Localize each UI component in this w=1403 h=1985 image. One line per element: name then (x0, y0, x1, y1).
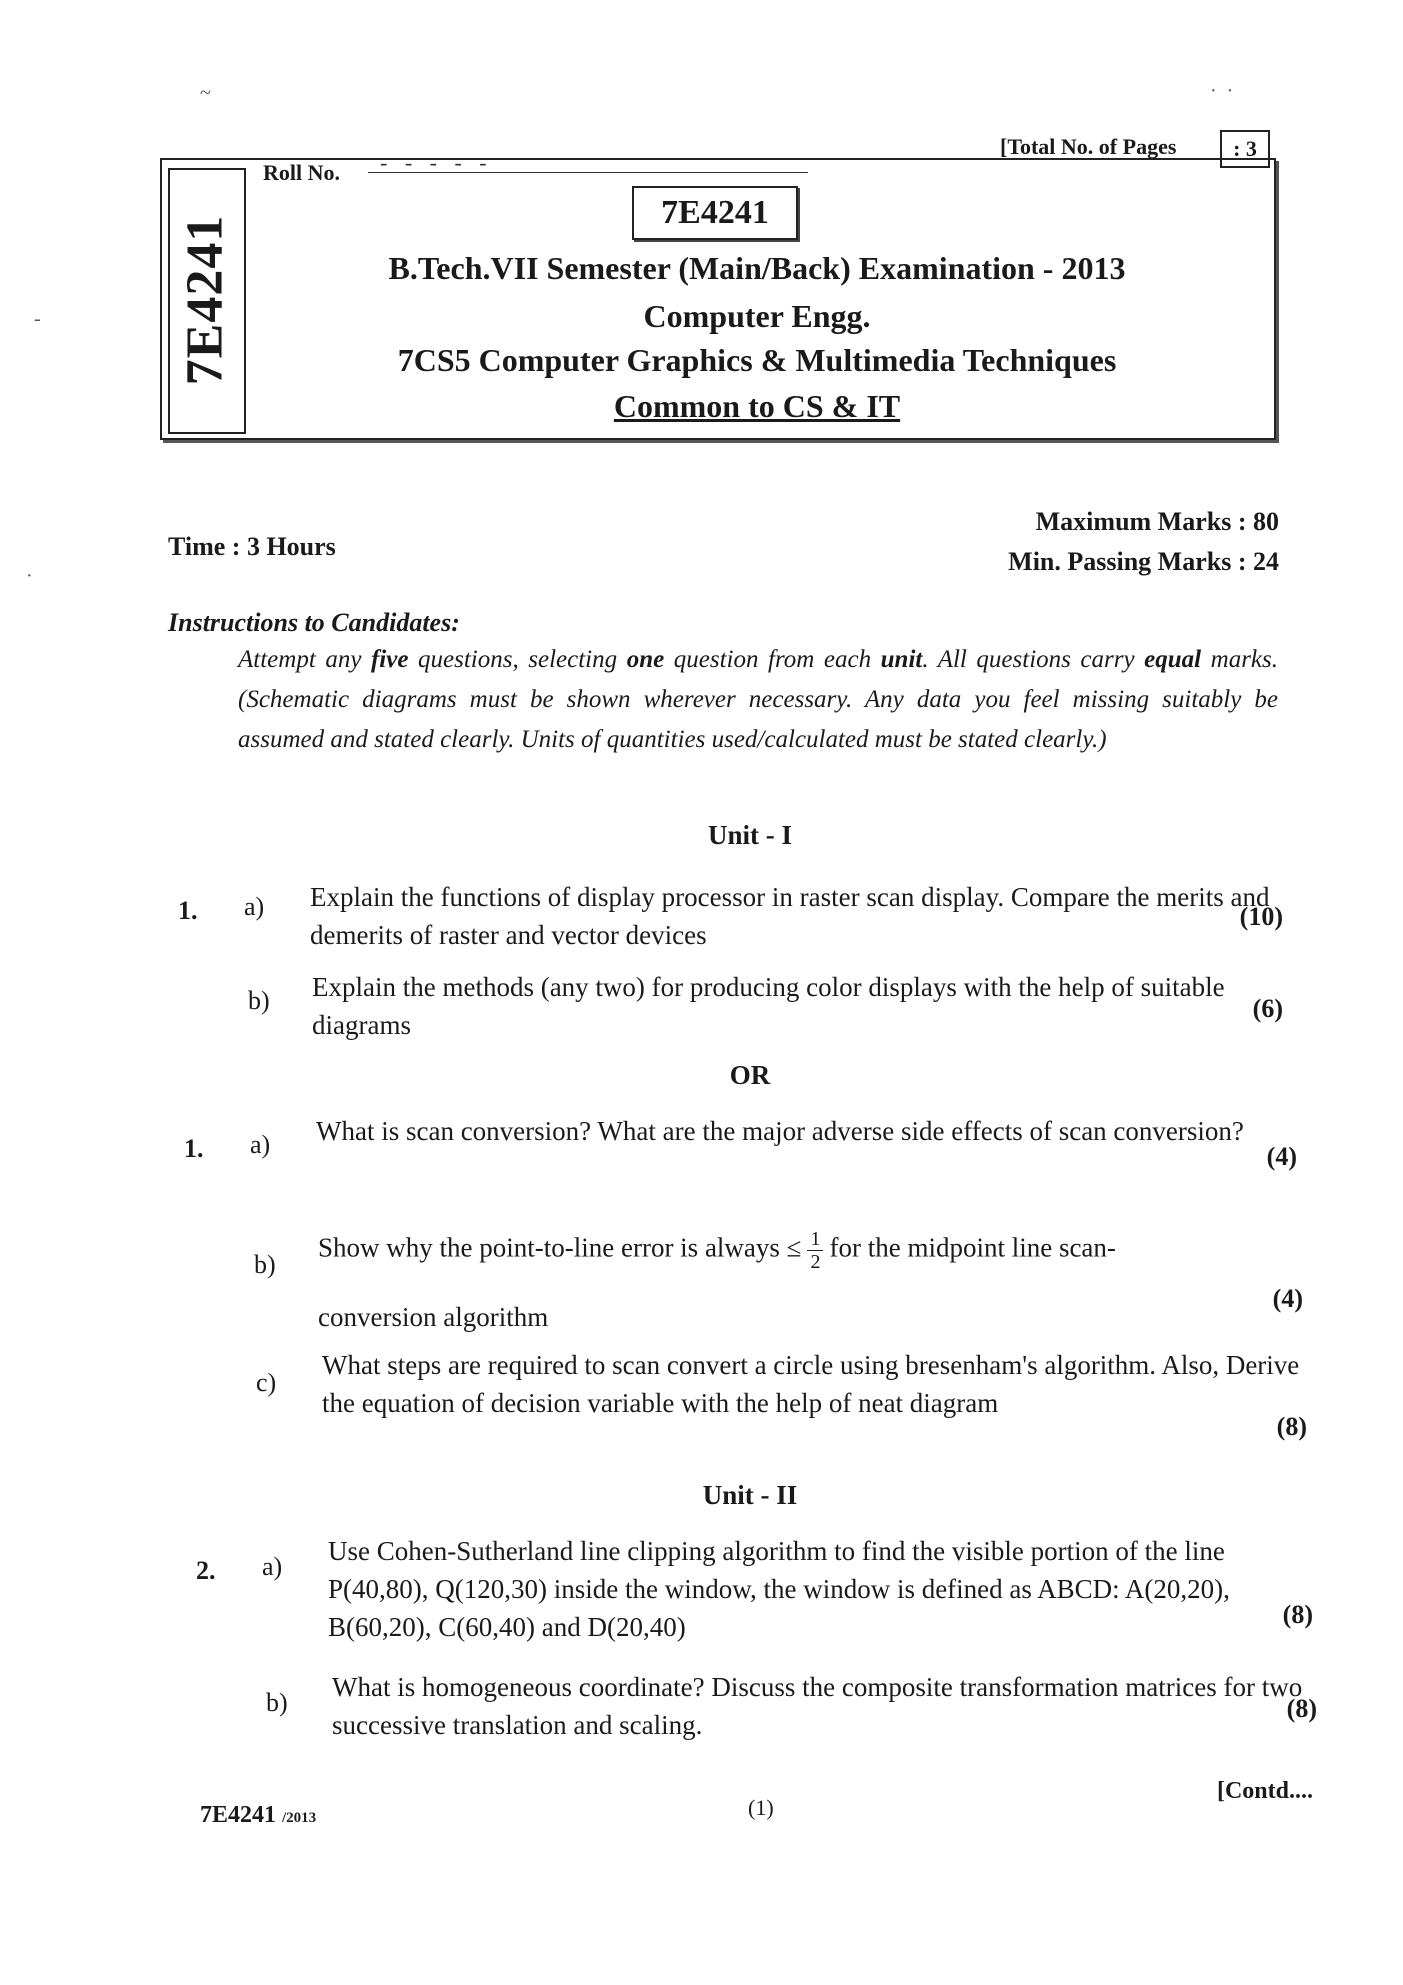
question-1alt-c-marks: (8) (1276, 1412, 1307, 1441)
continued-note: [Contd.... (1216, 1778, 1313, 1804)
question-1alt-a-text: What is scan conversion? What are the major adverse side effects of scan conversion? (316, 1116, 1244, 1146)
scan-speck: · · (1210, 80, 1234, 102)
unit-2-heading: Unit - II (702, 1480, 798, 1510)
question-part-label: a) (244, 892, 265, 921)
question-2b-text: What is homogeneous coordinate? Discuss the composite transformation matrices for two successive translation and scaling. (332, 1672, 1303, 1740)
question-2b-marks: (8) (1286, 1694, 1317, 1723)
unit-1-heading: Unit - I (707, 820, 792, 850)
common-to-title: Common to CS & IT (613, 388, 901, 424)
question-2a-text: Use Cohen-Sutherland line clipping algorithm to find the visible portion of the line P(40,80), Q(120,30) inside the window, the window is defined as ABCD: A(20,20), B(60,20), C(60,40) and D(20,40) (328, 1536, 1230, 1642)
question-1alt-b-text: Show why the point-to-line error is always ≤ $\frac{1}{2}$ for the midpoint line scan- (318, 1228, 1116, 1273)
instructions-text: Attempt any five questions, selecting one question from each unit. All questions carry equal marks. (Schematic diagrams must be shown wherever necessary. Any data you feel missing suitably be assumed and stated clearly. Units of quantities used/calculated must be stated clearly.) (238, 646, 1279, 753)
question-1b-marks: (6) (1252, 994, 1283, 1023)
maximum-marks: Maximum Marks : 80 (1035, 507, 1279, 536)
footer-paper-code: 7E4241 /2013 (200, 1802, 317, 1828)
question-1alt-c-text: What steps are required to scan convert a circle using bresenham's algorithm. Also, Derive the equation of decision variable with the help of neat diagram (322, 1350, 1300, 1418)
question-part-label: a) (250, 1130, 271, 1159)
page-number: (1) (748, 1795, 774, 1820)
side-paper-code: 7E4241 (176, 214, 234, 386)
min-passing-marks: Min. Passing Marks : 24 (1008, 547, 1279, 576)
roll-no-label: Roll No. (263, 160, 340, 185)
exam-title: B.Tech.VII Semester (Main/Back) Examination - 2013 (388, 250, 1126, 286)
question-number: 1. (178, 896, 198, 925)
question-part-label: a) (262, 1552, 283, 1581)
question-1b-text: Explain the methods (any two) for producing color displays with the help of suitable diagrams (312, 972, 1225, 1040)
question-1a-text: Explain the functions of display processor in raster scan display. Compare the merits and demerits of raster and vector devices (310, 882, 1270, 950)
roll-no-line (368, 172, 808, 173)
roll-no-placeholder: - - - - - (380, 150, 493, 175)
time-allowed: Time : 3 Hours (168, 532, 336, 561)
question-1alt-a-marks: (4) (1266, 1142, 1297, 1171)
scan-speck: ~ (200, 82, 211, 104)
total-pages-value: : 3 (1220, 130, 1270, 168)
subject-title: 7CS5 Computer Graphics & Multimedia Techniques (397, 342, 1117, 378)
question-number: 1. (184, 1134, 204, 1163)
question-1a-marks: (10) (1239, 902, 1283, 931)
question-number: 2. (196, 1556, 216, 1585)
question-1alt-b-text-cont: conversion algorithm (318, 1302, 549, 1332)
instructions-title: Instructions to Candidates: (168, 608, 460, 637)
paper-code-box: 7E4241 (632, 186, 798, 240)
question-2a-marks: (8) (1282, 1600, 1313, 1629)
question-part-label: b) (248, 986, 270, 1015)
fraction-one-half: $\frac{1}{2}$ (807, 1228, 823, 1273)
total-pages-label: [Total No. of Pages (1000, 134, 1177, 159)
question-part-label: b) (254, 1250, 276, 1279)
branch-title: Computer Engg. (643, 298, 871, 334)
question-part-label: c) (256, 1368, 277, 1397)
or-separator: OR (729, 1060, 771, 1090)
scan-speck: - (34, 308, 41, 330)
scan-speck: · (26, 565, 33, 587)
question-1alt-b-marks: (4) (1272, 1284, 1303, 1313)
question-part-label: b) (266, 1688, 288, 1717)
